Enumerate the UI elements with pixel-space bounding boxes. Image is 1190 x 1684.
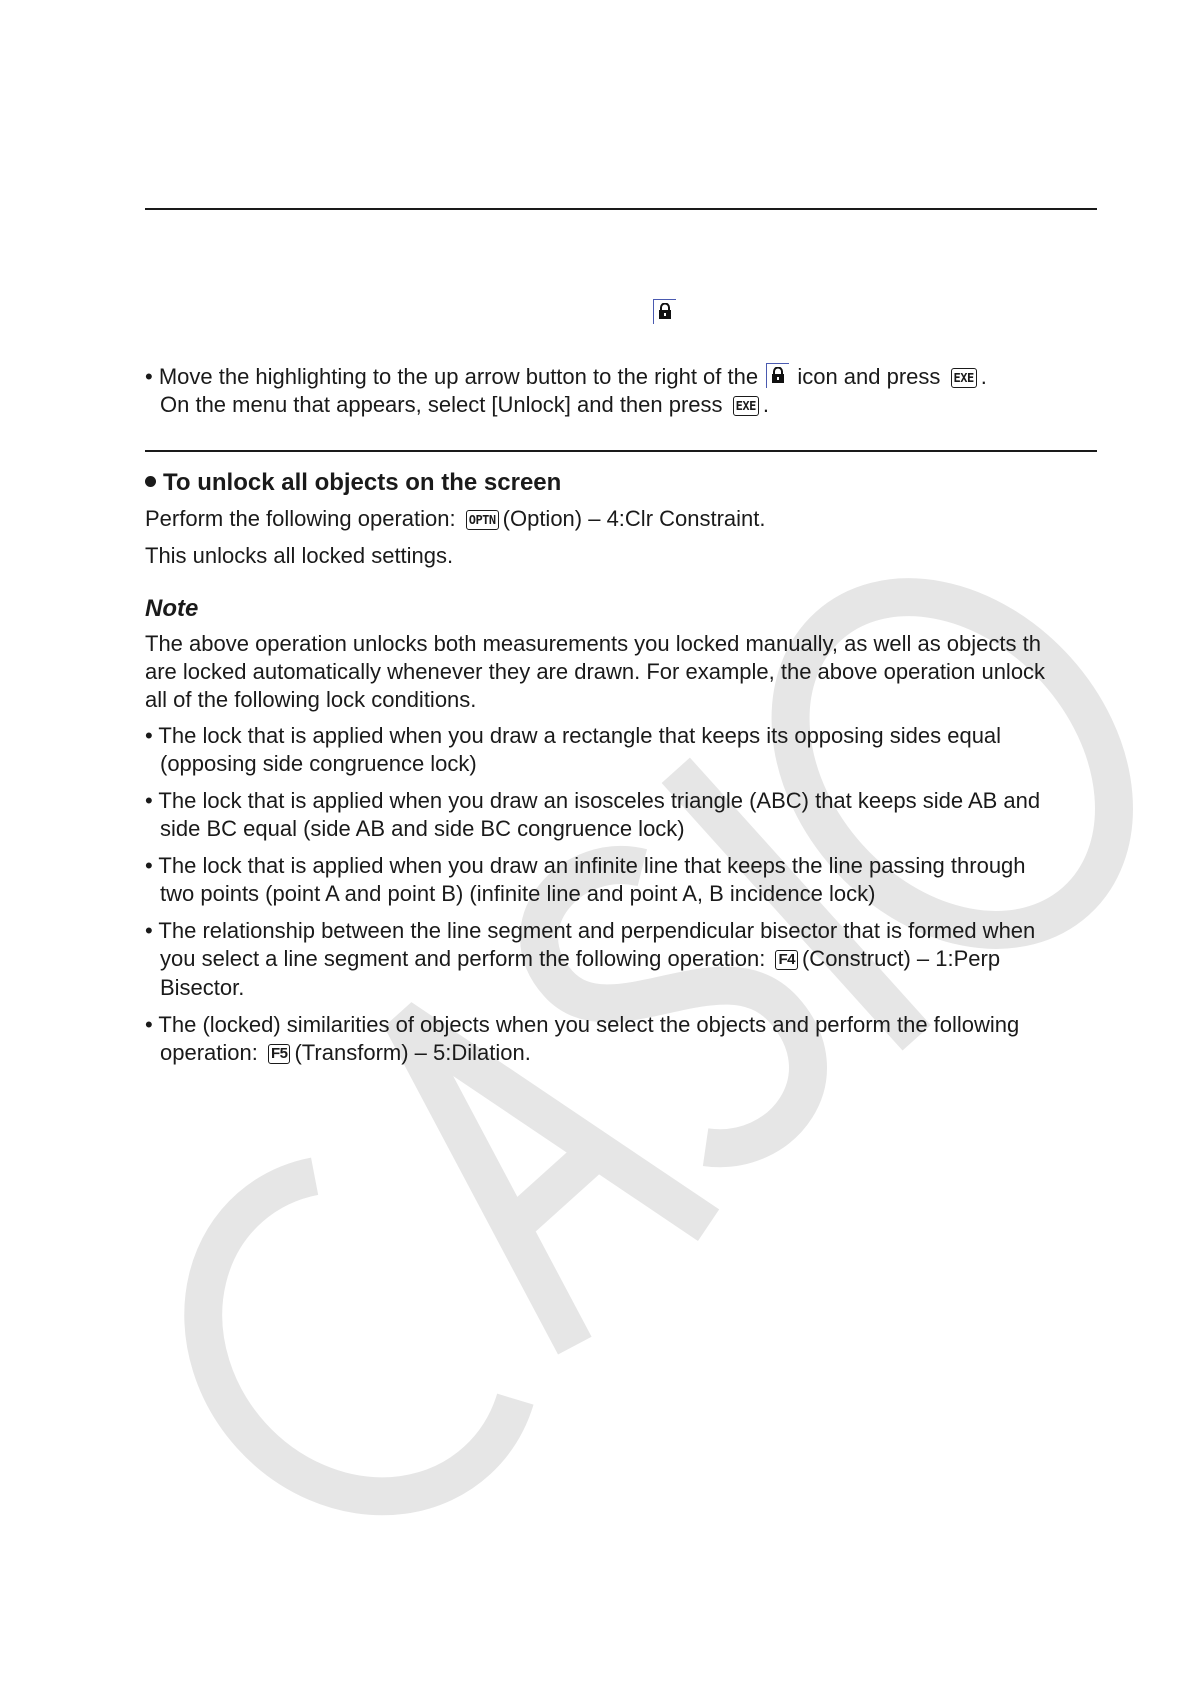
note-bullet-text: (Transform) – 5:Dilation. [294,1040,531,1065]
heading-bullet-icon [145,476,156,487]
bullet-mark: • [145,723,159,748]
top-bullet-text: Move the highlighting to the up arrow button to the right of the [158,364,765,389]
note-bullet-text: you select a line segment and perform the following operation: [160,946,772,971]
note-bullet-text: The lock that is applied when you draw an infinite line that keeps the line passing through [158,853,1026,878]
note-bullet-5-line-1 [145,1011,1019,1039]
top-bullet-line-2 [160,391,769,419]
top-bullet-text: . [762,392,769,417]
note-title: Note [145,595,199,622]
note-bullet-4-line-3: Bisector. [160,975,245,1000]
bullet-mark: • [145,853,159,878]
note-bullet-text: The lock that is applied when you draw an isosceles triangle (ABC) that keeps side AB and [158,788,1041,813]
optn-key-icon: OPTN [466,510,499,530]
section-divider [145,450,1097,452]
note-bullet-5-line-2 [160,1039,531,1067]
top-divider [145,208,1097,210]
bullet-mark: • [145,788,159,813]
note-bullet-4-line-2 [160,945,1000,973]
section-heading [145,469,561,497]
note-bullet-3-line-2: two points (point A and point B) (infinite line and point A, B incidence lock) [160,881,876,906]
exe-key-icon: EXE [733,396,759,416]
note-bullet-text: operation: [160,1040,264,1065]
result-text: This unlocks all locked settings. [145,543,454,568]
note-bullet-text: The (locked) similarities of objects when you select the objects and perform the following [158,1012,1020,1037]
lock-icon [766,363,789,388]
f4-key-icon: F4 [775,950,798,970]
bullet-mark: • [145,364,159,389]
note-bullet-1-line-2: (opposing side congruence lock) [160,751,477,776]
note-bullet-text: The relationship between the line segment and perpendicular bisector that is formed when [158,918,1036,943]
top-bullet-line-1 [145,363,987,391]
top-bullet-text: icon and press [791,364,947,389]
section-heading-text: To unlock all objects on the screen [163,469,562,496]
lock-icon [653,299,676,324]
note-para-line-3: all of the following lock conditions. [145,687,477,712]
top-bullet-text: . [980,364,987,389]
top-bullet-text: On the menu that appears, select [Unlock] and then press [160,392,729,417]
f5-key-icon: F5 [268,1044,291,1064]
bullet-mark: • [145,918,159,943]
note-bullet-text: (Construct) – 1:Perp [801,946,1001,971]
note-para-line-1: The above operation unlocks both measurements you locked manually, as well as objects th [145,631,1041,656]
perform-line [145,505,766,533]
note-para-line-2: are locked automatically whenever they are drawn. For example, the above operation unlock [145,659,1046,684]
note-bullet-2-line-1 [145,787,1040,815]
bullet-mark: • [145,1012,159,1037]
note-bullet-text: The lock that is applied when you draw a rectangle that keeps its opposing sides equal [158,723,1002,748]
note-bullet-1-line-1 [145,722,1001,750]
note-bullet-3-line-1 [145,852,1026,880]
lock-icon-standalone [651,299,678,325]
perform-text: (Option) – 4:Clr Constraint. [502,506,766,531]
note-bullet-2-line-2: side BC equal (side AB and side BC congruence lock) [160,816,685,841]
perform-text: Perform the following operation: [145,506,462,531]
note-bullet-4-line-1 [145,917,1035,945]
exe-key-icon: EXE [951,368,977,388]
result-line [145,542,453,570]
